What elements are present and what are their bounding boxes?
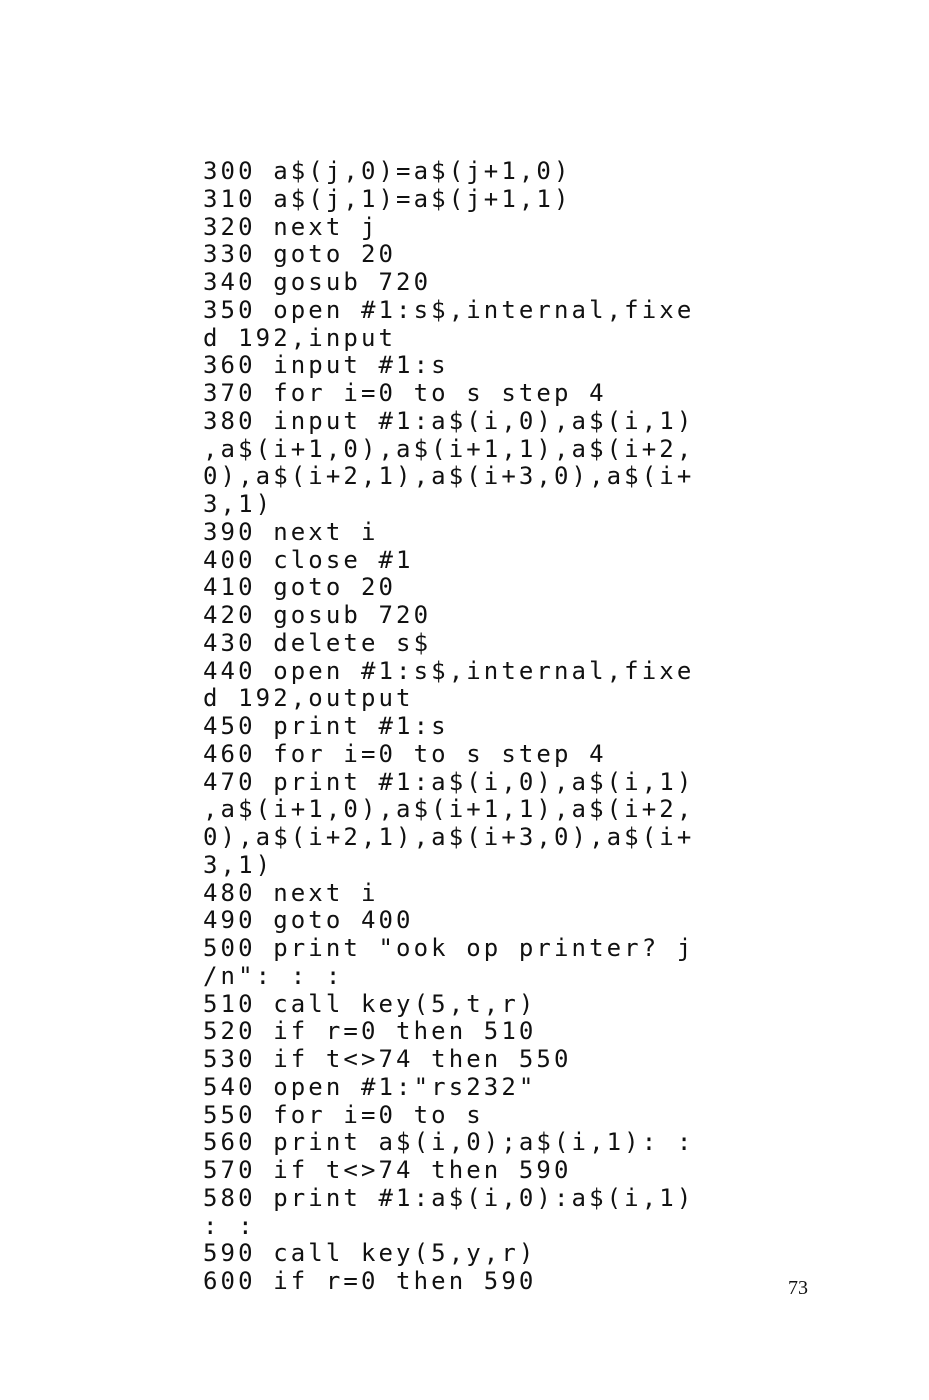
- code-line: 470 print #1:a$(i,0),a$(i,1): [203, 767, 695, 796]
- code-line: d 192,input: [203, 323, 397, 352]
- code-line: d 192,output: [203, 684, 414, 713]
- code-line: 500 print "ook op printer? j: [203, 934, 695, 962]
- code-line: 450 print #1:s: [203, 712, 449, 740]
- code-line: 440 open #1:s$,internal,fixe: [203, 656, 695, 685]
- code-line: 300 a$(j,0)=a$(j+1,0): [203, 157, 572, 185]
- code-line: 370 for i=0 to s step 4: [203, 379, 607, 407]
- code-line: 550 for i=0 to s: [203, 1100, 484, 1129]
- code-line: 530 if t<>74 then 550: [203, 1045, 572, 1073]
- code-line: 3,1): [203, 490, 274, 518]
- code-line: 460 for i=0 to s step 4: [203, 739, 607, 768]
- code-line: 330 goto 20: [203, 240, 397, 269]
- code-line: 590 call key(5,y,r): [203, 1239, 537, 1268]
- code-line: 420 gosub 720: [203, 601, 432, 629]
- code-line: 410 goto 20: [203, 573, 397, 602]
- code-line: : :: [203, 1211, 256, 1240]
- code-line: 510 call key(5,t,r): [203, 989, 537, 1018]
- code-line: 430 delete s$: [203, 628, 432, 657]
- page-number: 73: [788, 1277, 808, 1299]
- code-line: 490 goto 400: [203, 906, 414, 935]
- code-line: 310 a$(j,1)=a$(j+1,1): [203, 184, 572, 213]
- code-line: 350 open #1:s$,internal,fixe: [203, 295, 695, 324]
- code-line: 540 open #1:"rs232": [203, 1072, 537, 1101]
- code-line: 580 print #1:a$(i,0):a$(i,1): [203, 1183, 695, 1212]
- code-line: 0),a$(i+2,1),a$(i+3,0),a$(i+: [203, 823, 695, 851]
- code-line: 560 print a$(i,0);a$(i,1): :: [203, 1128, 695, 1157]
- code-line: 390 next i: [203, 517, 379, 546]
- code-line: 0),a$(i+2,1),a$(i+3,0),a$(i+: [203, 462, 695, 491]
- code-line: 480 next i: [203, 878, 379, 907]
- code-line: 320 next j: [203, 212, 379, 241]
- code-line: 380 input #1:a$(i,0),a$(i,1): [203, 406, 695, 435]
- code-line: 340 gosub 720: [203, 268, 432, 296]
- code-line: 520 if r=0 then 510: [203, 1017, 537, 1046]
- code-line: /n": : :: [203, 961, 344, 990]
- code-line: ,a$(i+1,0),a$(i+1,1),a$(i+2,: [203, 434, 695, 463]
- code-line: 600 if r=0 then 590: [203, 1267, 537, 1295]
- code-line: 570 if t<>74 then 590: [203, 1156, 572, 1184]
- code-line: ,a$(i+1,0),a$(i+1,1),a$(i+2,: [203, 795, 695, 824]
- code-line: 400 close #1: [203, 545, 414, 574]
- basic-code-listing: [203, 158, 694, 1296]
- code-line: 3,1): [203, 850, 274, 879]
- code-line: 360 input #1:s: [203, 351, 449, 380]
